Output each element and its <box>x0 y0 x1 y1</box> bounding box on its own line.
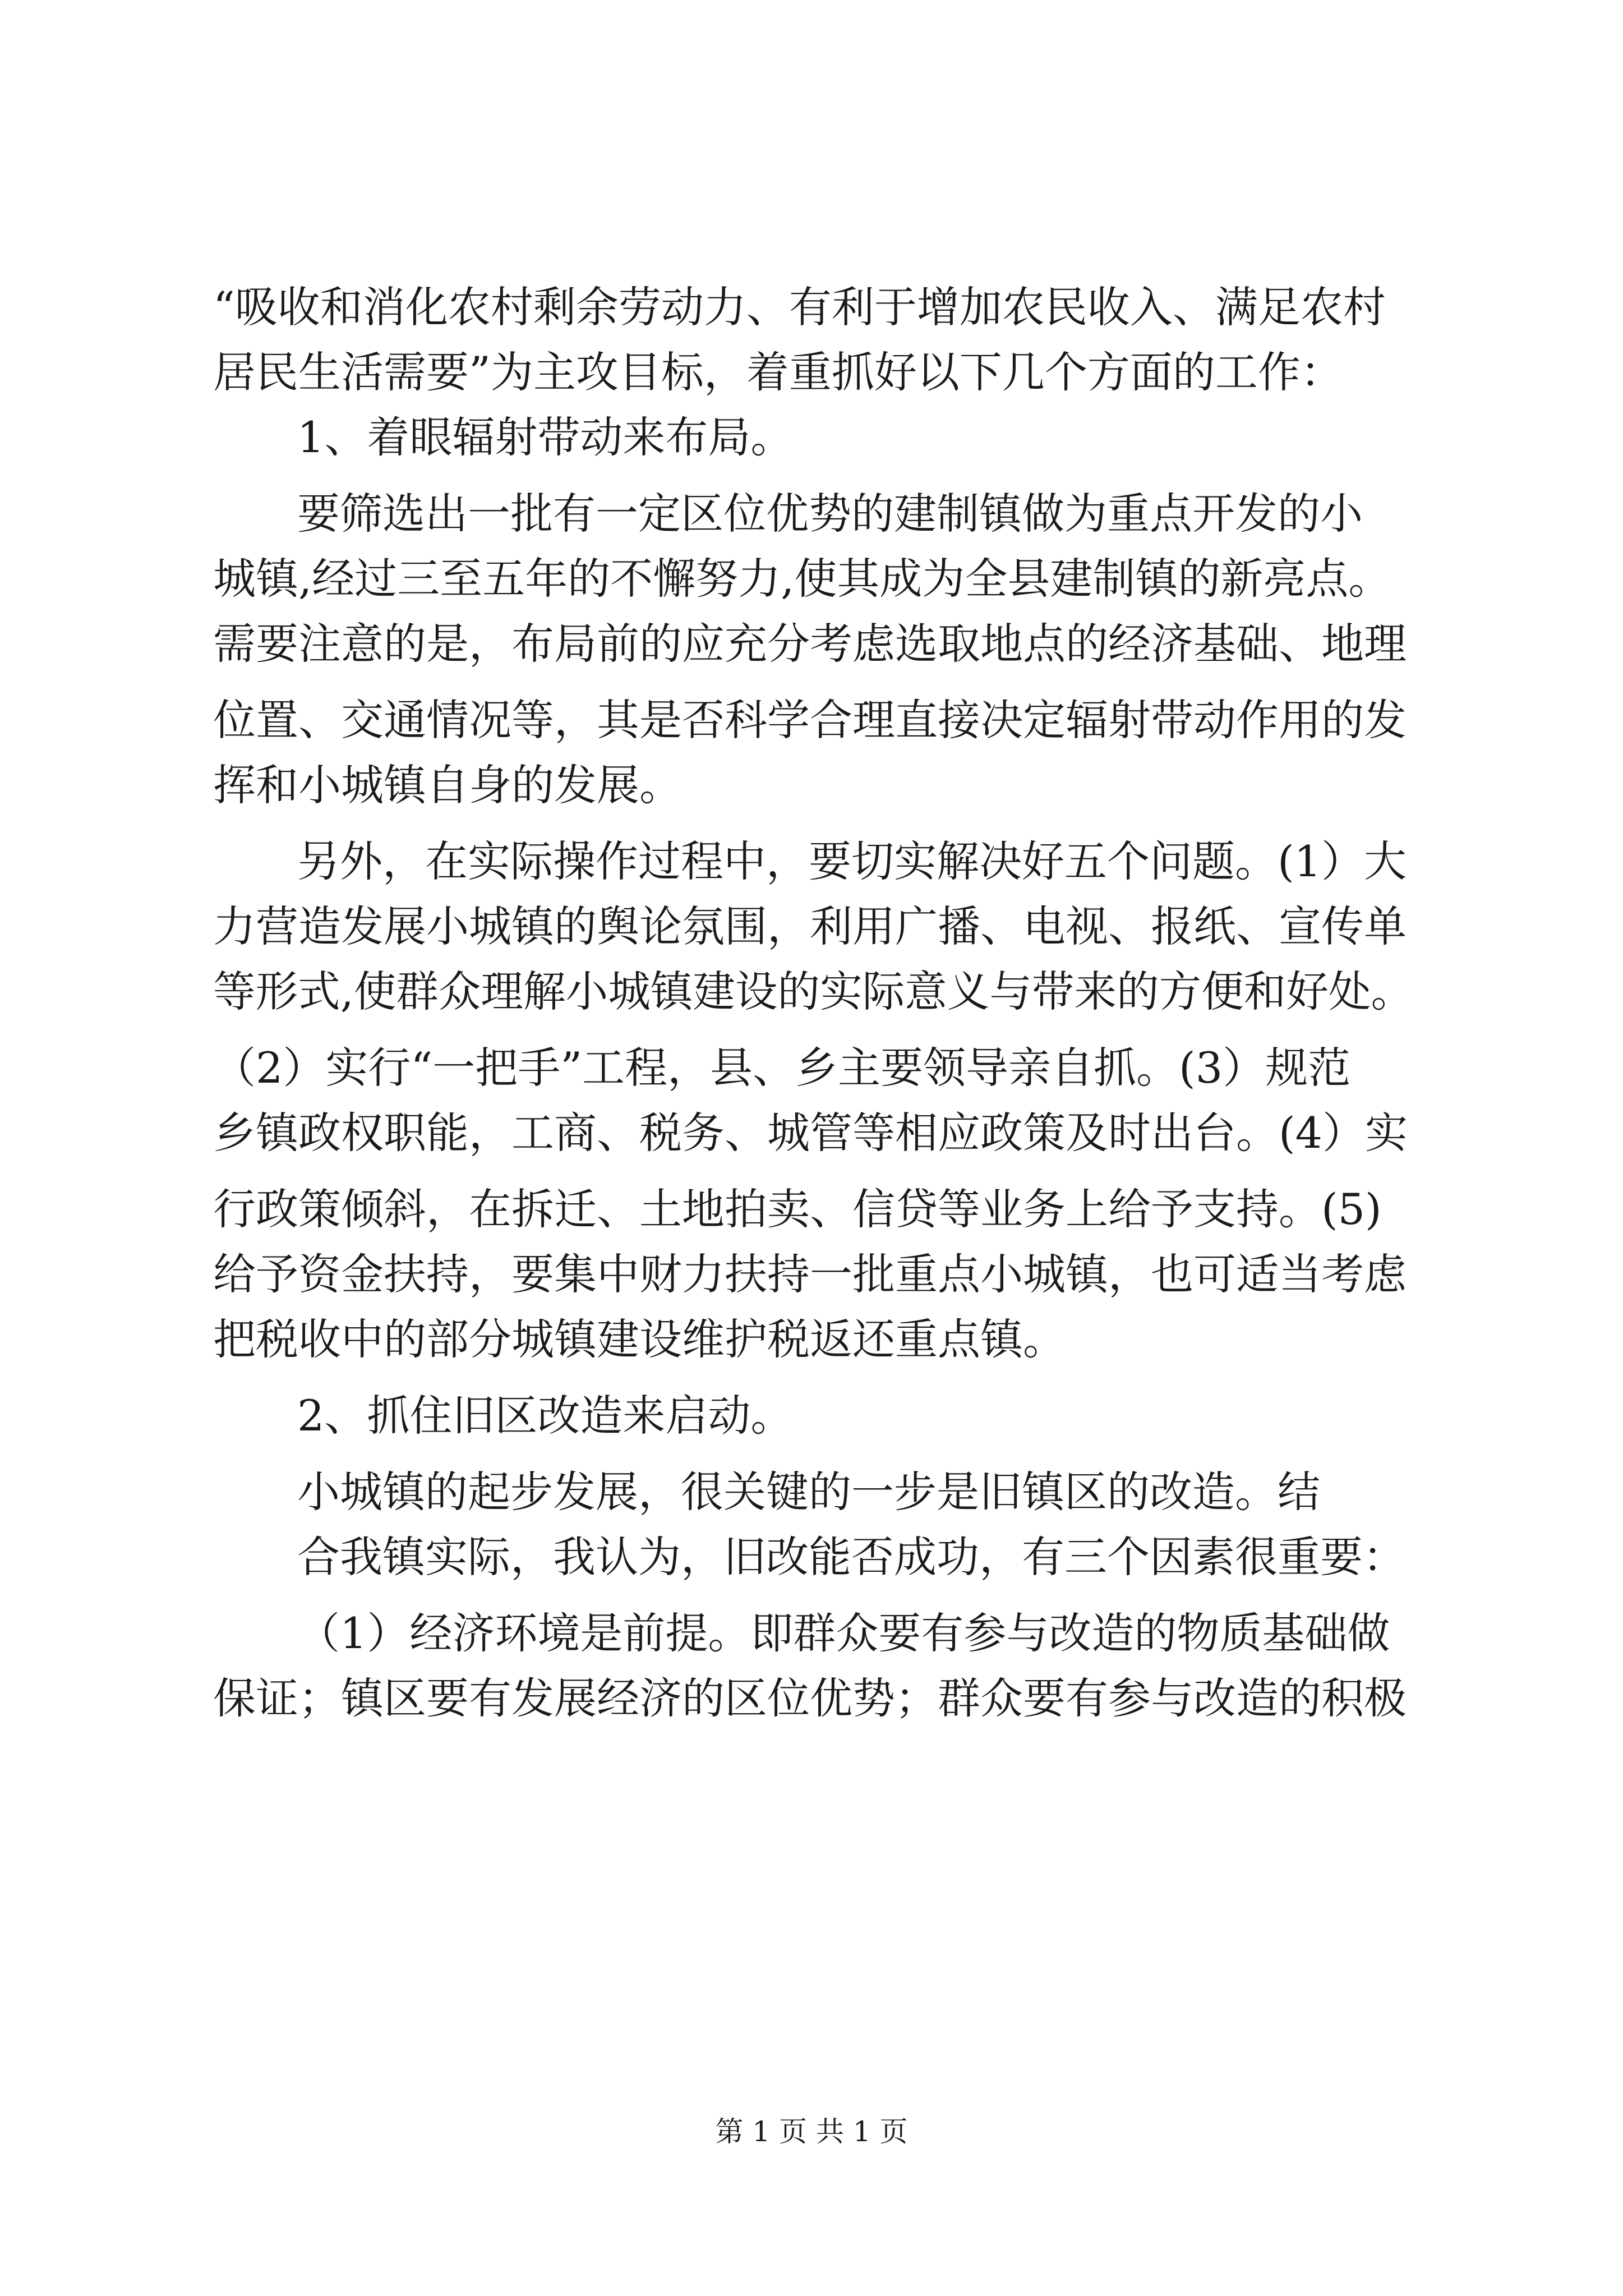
text-line: 要筛选出一批有一定区位优势的建制镇做为重点开发的小 <box>297 489 1363 539</box>
text-line: （2）实行“一把手”工程，县、乡主要领导亲自抓。(3）规范 <box>213 1043 1351 1093</box>
text-line: “吸收和消化农村剩余劳动力、有利于增加农民收入、满足农村 <box>213 282 1386 332</box>
page-footer: 第 1 页 共 1 页 <box>715 2115 908 2148</box>
text-line: 居民生活需要”为主攻目标，着重抓好以下几个方面的工作： <box>213 347 1343 397</box>
text-line: 等形式,使群众理解小城镇建设的实际意义与带来的方便和好处。 <box>213 967 1414 1016</box>
text-line: 保证；镇区要有发展经济的区位优势；群众要有参与改造的积极 <box>213 1673 1407 1723</box>
text-line: 需要注意的是，布局前的应充分考虑选取地点的经济基础、地理 <box>213 619 1407 669</box>
text-line: 1、着眼辐射带动来布局。 <box>297 412 794 462</box>
text-line: 乡镇政权职能，工商、税务、城管等相应政策及时出台。(4）实 <box>213 1108 1408 1158</box>
text-line: 给予资金扶持，要集中财力扶持一批重点小城镇，也可适当考虑 <box>213 1249 1407 1299</box>
text-line: 小城镇的起步发展，很关键的一步是旧镇区的改造。结 <box>297 1467 1320 1517</box>
text-line: 2、抓住旧区改造来启动。 <box>297 1391 794 1441</box>
text-line: 城镇,经过三至五年的不懈努力,使其成为全县建制镇的新亮点。 <box>213 554 1391 604</box>
text-line: 把税收中的部分城镇建设维护税返还重点镇。 <box>213 1314 1066 1364</box>
text-line: （1）经济环境是前提。即群众要有参与改造的物质基础做 <box>297 1608 1390 1658</box>
text-line: 另外，在实际操作过程中，要切实解决好五个问题。(1）大 <box>297 836 1407 886</box>
text-line: 合我镇实际，我认为，旧改能否成功，有三个因素很重要： <box>297 1532 1405 1582</box>
text-line: 行政策倾斜，在拆迁、土地拍卖、信贷等业务上给予支持。(5) <box>213 1184 1382 1234</box>
text-line: 力营造发展小城镇的舆论氛围，利用广播、电视、报纸、宣传单 <box>213 901 1407 951</box>
text-line: 挥和小城镇自身的发展。 <box>213 760 682 810</box>
text-line: 位置、交通情况等，其是否科学合理直接决定辐射带动作用的发 <box>213 695 1407 745</box>
